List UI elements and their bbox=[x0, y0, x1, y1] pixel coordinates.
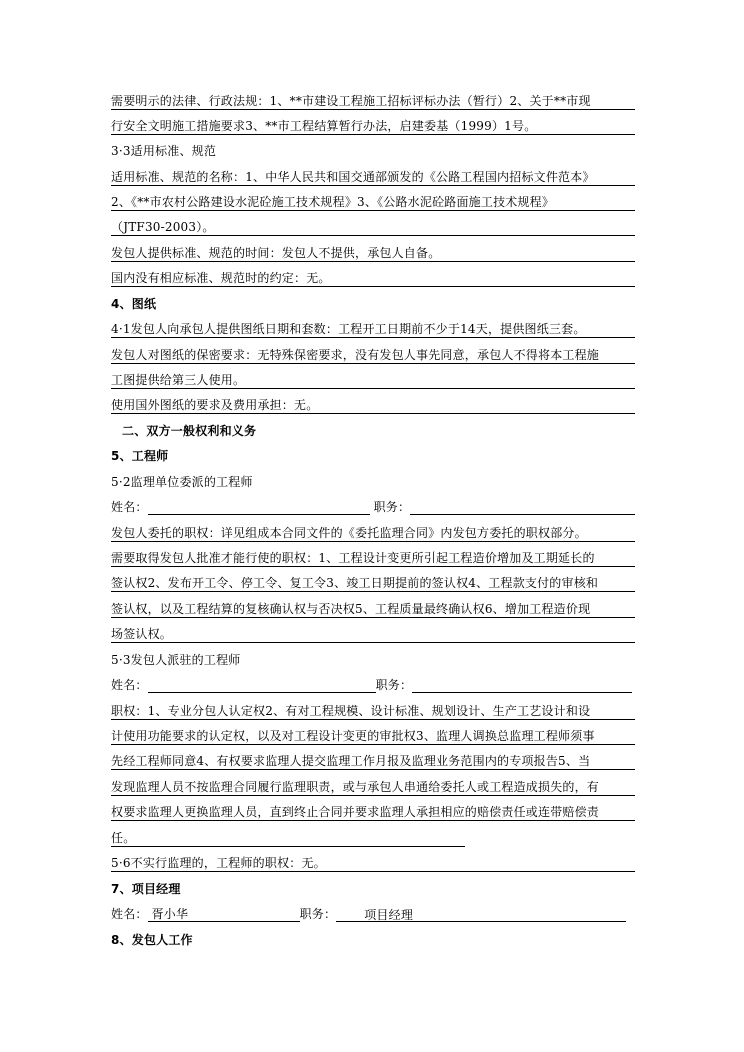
position-label: 职务： bbox=[299, 907, 337, 921]
foreign-drawings-line: 使用国外图纸的要求及费用承担：无。 bbox=[111, 397, 635, 414]
section-7-heading: 7、项目经理 bbox=[111, 882, 181, 896]
engineer-authority-line-5: 权要求监理人更换监理人员，直到终止合同并要求监理人承担相应的赔偿责任或连带赔偿责 bbox=[111, 804, 635, 821]
law-text-line-2: 行安全文明施工措施要求3、**市工程结算暂行办法，启建委基（1999）1号。 bbox=[111, 118, 635, 135]
position-field bbox=[412, 677, 632, 693]
delegated-authority-line: 发包人委托的职权：详见组成本合同文件的《委托监理合同》内发包方委托的职权部分。 bbox=[111, 525, 635, 542]
standards-line-3: （JTF30-2003）。 bbox=[111, 219, 635, 236]
approval-authority-line-1: 需要取得发包人批准才能行使的职权：1、工程设计变更所引起工程造价增加及工期延长的 bbox=[111, 550, 635, 567]
engineer-authority-line-1: 职权：1、专业分包人认定权2、有对工程规模、设计标准、规划设计、生产工艺设计和设 bbox=[111, 703, 635, 720]
project-manager-row bbox=[111, 906, 635, 922]
position-label: 职务： bbox=[373, 500, 411, 514]
name-field bbox=[148, 499, 370, 515]
name-field bbox=[148, 677, 376, 693]
name-label: 姓名： bbox=[111, 907, 148, 921]
standards-line-1: 适用标准、规范的名称：1、中华人民共和国交通部颁发的《公路工程国内招标文件范本》 bbox=[111, 169, 635, 186]
engineer-authority-line-4: 发现监理人员不按监理合同履行监理职责，或与承包人串通给委托人或工程造成损失的，有 bbox=[111, 779, 635, 796]
part-2-heading: 二、双方一般权利和义务 bbox=[122, 424, 257, 438]
section-5-3-title: 5·3发包人派驻的工程师 bbox=[111, 653, 241, 667]
law-text-line-1: 需要明示的法律、行政法规：1、**市建设工程施工招标评标办法（暂行）2、关于**市现 bbox=[111, 93, 635, 110]
no-standard-agreement-line: 国内没有相应标准、规范时的约定：无。 bbox=[111, 270, 635, 287]
section-4-heading: 4、图纸 bbox=[111, 297, 157, 311]
approval-authority-line-3: 签认权，以及工程结算的复核确认权与否决权5、工程质量最终确认权6、增加工程造价现 bbox=[111, 601, 635, 618]
engineer-name-row bbox=[111, 499, 635, 515]
standards-time-line: 发包人提供标准、规范的时间：发包人不提供，承包人自备。 bbox=[111, 245, 635, 262]
engineer-authority-line-2: 计使用功能要求的认定权，以及对工程设计变更的审批权3、监理人调换总监理工程师须事 bbox=[111, 728, 635, 745]
section-3-3-title: 3·3适用标准、规范 bbox=[111, 144, 217, 158]
project-manager-name: 胥小华 bbox=[148, 906, 300, 922]
employer-engineer-name-row bbox=[111, 677, 635, 693]
drawings-date-line: 4·1发包人向承包人提供图纸日期和套数：工程开工日期前不少于14天，提供图纸三套。 bbox=[111, 321, 635, 338]
engineer-authority-line-3: 先经工程师同意4、有权要求监理人提交监理工作月报及监理业务范围内的专项报告5、当 bbox=[111, 753, 635, 770]
section-8-heading: 8、发包人工作 bbox=[111, 933, 193, 947]
section-5-2-title: 5·2监理单位委派的工程师 bbox=[111, 475, 253, 489]
section-5-heading: 5、工程师 bbox=[111, 449, 169, 463]
drawings-secrecy-line-2: 工图提供给第三人使用。 bbox=[111, 372, 635, 389]
standards-line-2: 2、《**市农村公路建设水泥砼施工技术规程》3、《公路水泥砼路面施工技术规程》 bbox=[111, 194, 635, 211]
name-label: 姓名： bbox=[111, 500, 148, 514]
approval-authority-line-2: 签认权2、发布开工令、停工令、复工令3、竣工日期提前的签认权4、工程款支付的审核和 bbox=[111, 575, 635, 592]
no-supervision-line: 5·6不实行监理的，工程师的职权：无。 bbox=[111, 855, 635, 872]
engineer-authority-line-6: 任。 bbox=[111, 830, 465, 847]
drawings-secrecy-line-1: 发包人对图纸的保密要求：无特殊保密要求，没有发包人事先同意，承包人不得将本工程施 bbox=[111, 347, 635, 364]
name-label: 姓名： bbox=[111, 678, 148, 692]
position-label: 职务： bbox=[375, 678, 413, 692]
approval-authority-line-4: 场签认权。 bbox=[111, 626, 635, 643]
position-field bbox=[410, 499, 635, 515]
project-manager-position: 项目经理 bbox=[336, 907, 626, 922]
